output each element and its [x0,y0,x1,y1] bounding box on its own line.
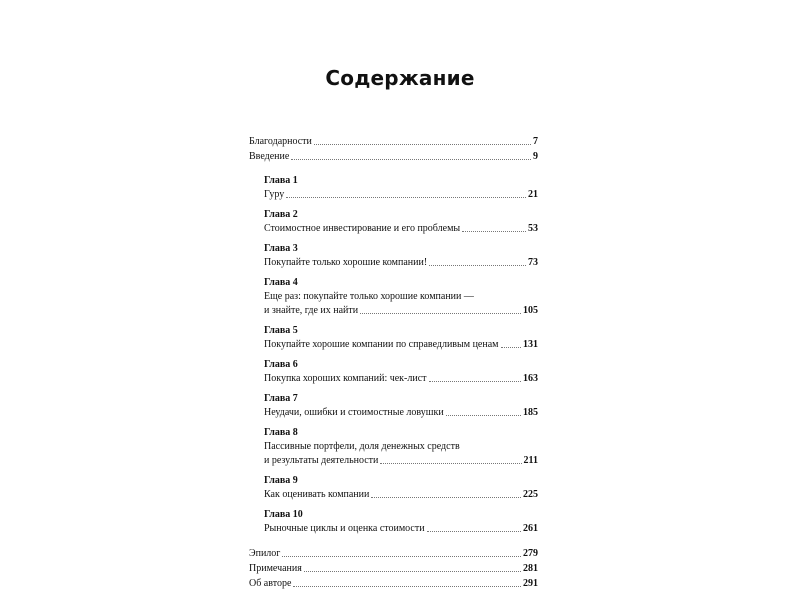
toc-page-number: 279 [523,548,538,559]
chapter-label: Глава 3 [264,243,298,254]
chapter-label: Глава 6 [264,359,298,370]
dot-leader [304,571,521,572]
dot-leader [360,313,521,314]
toc-entry-acknowledgements[interactable] [249,134,538,149]
chapter-label: Глава 7 [264,393,298,404]
toc-chapter-7[interactable] [264,392,538,420]
toc-entry-text: Примечания [249,563,302,574]
toc-chapter-1[interactable] [264,174,538,202]
page-title: Содержание [325,66,475,90]
chapter-label: Глава 8 [264,427,298,438]
toc-page-number: 281 [523,563,538,574]
toc-chapter-8[interactable] [264,426,538,468]
chapter-title: Покупайте хорошие компании по справедливым ценам [264,339,499,350]
front-matter [249,134,538,164]
toc-entry-about-author[interactable] [249,576,538,591]
chapter-title: Стоимостное инвестирование и его проблемы [264,223,461,234]
toc-page-number: 105 [523,305,538,316]
dot-leader [501,347,522,348]
toc-page-number: 261 [523,523,538,534]
back-matter [249,546,538,591]
toc-page-number: 163 [523,373,538,384]
toc-page-number: 291 [523,578,538,589]
toc-chapter-2[interactable] [264,208,538,236]
chapter-label: Глава 4 [264,277,298,288]
dot-leader [286,197,526,198]
chapter-title: Рыночные циклы и оценка стоимости [264,523,425,534]
toc-page-number: 185 [523,407,538,418]
dot-leader [380,463,521,464]
toc-page-number: 7 [533,136,538,147]
toc-chapter-5[interactable] [264,324,538,352]
toc-page-number: 53 [528,223,538,234]
chapter-title: Неудачи, ошибки и стоимостные ловушки [264,407,444,418]
dot-leader [314,144,531,145]
chapter-title: Гуру [264,189,285,200]
toc-entry-text: Благодарности [249,136,312,147]
dot-leader [293,586,521,587]
toc-page-number: 9 [533,151,538,162]
toc-chapter-3[interactable] [264,242,538,270]
toc-entry-text: Об авторе [249,578,292,589]
chapter-label: Глава 2 [264,209,298,220]
chapter-title-line: и результаты деятельности [264,455,379,466]
toc-entry-epilogue[interactable] [249,546,538,561]
chapter-title: Как оценивать компании [264,489,370,500]
toc-chapter-10[interactable] [264,508,538,536]
toc-entry-introduction[interactable] [249,149,538,164]
toc-page-number: 131 [523,339,538,350]
dot-leader [429,381,521,382]
chapter-title-line: Еще раз: покупайте только хорошие компании — [264,291,474,302]
chapter-label: Глава 5 [264,325,298,336]
chapter-label: Глава 1 [264,175,298,186]
toc-chapter-4[interactable] [264,276,538,318]
toc-page-number: 21 [528,189,538,200]
toc-chapter-6[interactable] [264,358,538,386]
toc-page-number: 211 [523,455,538,466]
toc-entry-text: Введение [249,151,290,162]
chapter-title: Покупайте только хорошие компании! [264,257,428,268]
toc-entry-text: Эпилог [249,548,281,559]
table-of-contents [249,134,538,591]
dot-leader [291,159,531,160]
toc-chapter-9[interactable] [264,474,538,502]
dot-leader [462,231,526,232]
chapter-title: Покупка хороших компаний: чек-лист [264,373,427,384]
dot-leader [427,531,521,532]
toc-entry-notes[interactable] [249,561,538,576]
toc-page-number: 73 [528,257,538,268]
chapter-label: Глава 9 [264,475,298,486]
chapter-list [249,174,538,536]
toc-page-number: 225 [523,489,538,500]
chapter-title-line: Пассивные портфели, доля денежных средств [264,441,460,452]
dot-leader [446,415,521,416]
chapter-title-line: и знайте, где их найти [264,305,359,316]
dot-leader [371,497,521,498]
chapter-label: Глава 10 [264,509,303,520]
dot-leader [429,265,526,266]
dot-leader [282,556,521,557]
